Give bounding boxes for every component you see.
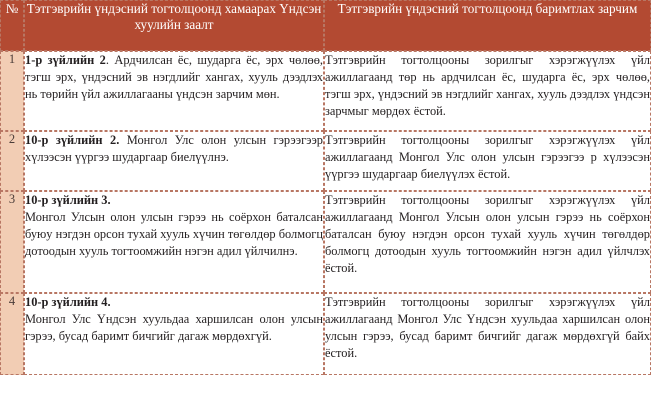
article-text: Монгол Улсын олон улсын гэрээ нь соёрхон баталсан буюу нэгдэн орсон тухай хууль хүчин төгөлдөр болмогц дотоодын хууль тогтоомжийн нэгэн адил үйлчилнэ.	[25, 210, 323, 258]
principle-cell: Тэтгэврийн тогтолцооны зорилгыг хэрэгжүүлэх үйл ажиллагаанд Монгол Улсын олон улсын гэрээ нь соёрхон баталсан буюу нэгдэн орсон тухай хууль хүчин төгөлдөр болмогц дотоодын хууль тогтоомжийн нэгэн адил үйлчлэх ёстой.	[324, 191, 651, 293]
article-text: . Ардчилсан ёс, шударга ёс, эрх чөлөө, тэгш эрх, үндэсний эв нэгдлийг хангах, хууль дээдлэх нь төрийн үйл ажиллагааны үндсэн зарчим мөн.	[25, 53, 323, 101]
law-article-cell	[24, 51, 324, 131]
article-ref: 10-р зүйлийн 2.	[25, 133, 120, 147]
header-principles: Тэтгэврийн үндэсний тогтолцоонд баримтлах зарчим	[324, 0, 651, 51]
principle-cell: Тэтгэврийн тогтолцооны зорилгыг хэрэгжүүлэх үйл ажиллагаанд төр нь ардчилсан ёс, шударга ёс, эрх чөлөө, тэгш эрх, үндэсний эв нэгдлийг хангах, хууль дээдлэх үндсэн зарчмыг мөрдөх ёстой.	[324, 51, 651, 131]
row-number: 3	[0, 191, 24, 293]
principle-cell: Тэтгэврийн тогтолцооны зорилгыг хэрэгжүүлэх үйл ажиллагаанд Монгол Улс Үндсэн хуульдаа харшилсан олон улсын гэрээ, бусад баримт бичгийг дагаж мөрдөхгүй байх ёстой.	[324, 293, 651, 375]
article-ref: 10-р зүйлийн 3.	[25, 193, 111, 207]
article-text: Монгол Улс олон улсын гэрээгээр хүлээсэн үүргээ шударгаар биелүүлнэ.	[25, 133, 323, 164]
table-header-row	[0, 0, 651, 51]
table-row	[0, 293, 651, 375]
law-article-cell	[24, 191, 324, 293]
row-number: 1	[0, 51, 24, 131]
table-row	[0, 131, 651, 191]
table-row	[0, 51, 651, 131]
header-law-articles: Тэтгэврийн үндэсний тогтолцоонд хамаарах Үндсэн хуулийн заалт	[24, 0, 324, 51]
law-article-cell	[24, 293, 324, 375]
row-number: 4	[0, 293, 24, 375]
law-article-cell	[24, 131, 324, 191]
table-row	[0, 191, 651, 293]
article-ref: 1-р зүйлийн 2	[25, 53, 106, 67]
header-num: №	[0, 0, 24, 51]
article-ref: 10-р зүйлийн 4.	[25, 295, 111, 309]
article-text: Монгол Улс Үндсэн хуульдаа харшилсан олон улсын гэрээ, бусад баримт бичгийг дагаж мөрдөхгүй.	[25, 312, 323, 343]
principle-cell: Тэтгэврийн тогтолцооны зорилгыг хэрэгжүүлэх үйл ажиллагаанд Монгол Улс олон улсын гэрээгээ р хүлээсэн үүргээ шударгаар биелүүлэх ёстой.	[324, 131, 651, 191]
row-number: 2	[0, 131, 24, 191]
